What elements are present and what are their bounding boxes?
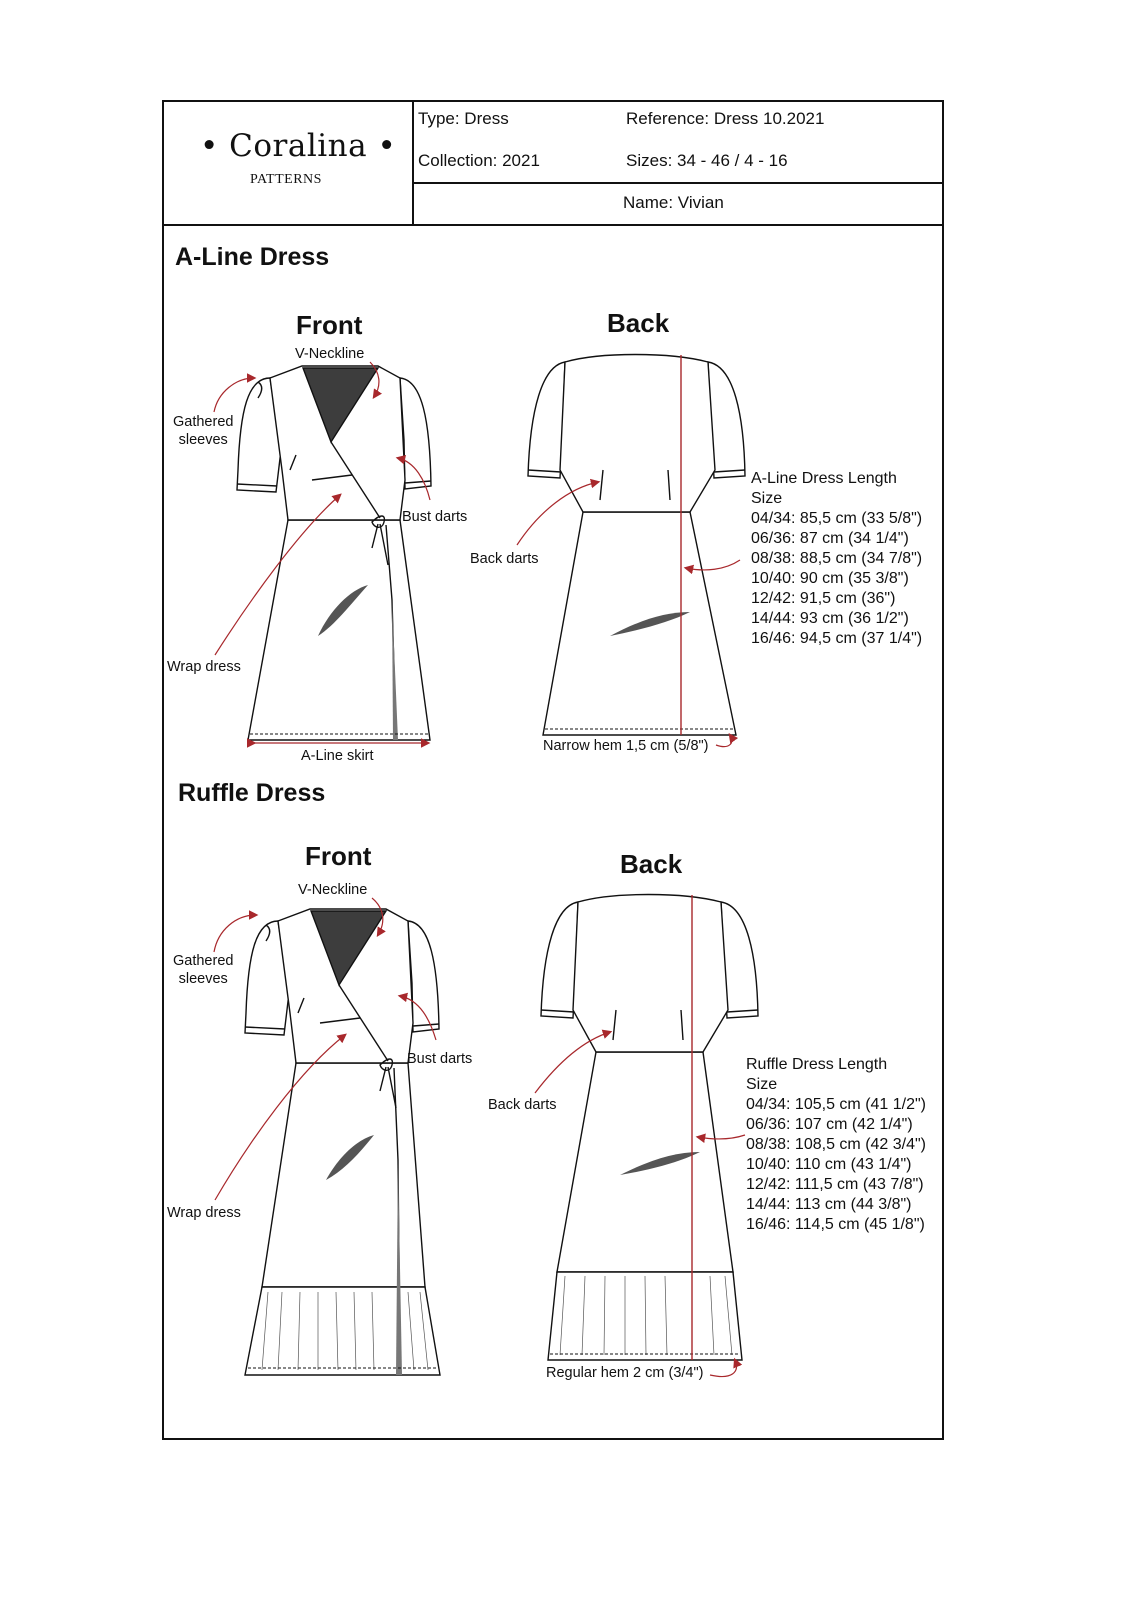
length-row: 06/36: 107 cm (42 1/4") <box>746 1116 913 1133</box>
length-row: 06/36: 87 cm (34 1/4") <box>751 530 909 547</box>
label-wrap-dress: Wrap dress <box>167 659 241 675</box>
ruffle-back-title: Back <box>620 849 683 879</box>
label-hem: Narrow hem 1,5 cm (5/8") <box>543 738 709 754</box>
label-bust-darts: Bust darts <box>407 1051 473 1067</box>
length-row: 12/42: 111,5 cm (43 7/8") <box>746 1176 924 1193</box>
label-wrap-dress: Wrap dress <box>167 1205 241 1221</box>
aline-back-title: Back <box>607 308 670 338</box>
aline-measurements <box>751 469 922 649</box>
label-v-neckline: V-Neckline <box>298 882 368 898</box>
section-title-ruffle: Ruffle Dress <box>178 779 326 807</box>
aline-front-title: Front <box>296 310 363 340</box>
label-back-darts: Back darts <box>470 551 539 567</box>
type-field: Type: Dress <box>418 109 509 128</box>
aline-front-drawing <box>237 366 431 740</box>
ruffle-front-drawing <box>245 909 440 1375</box>
label-hem: Regular hem 2 cm (3/4") <box>546 1365 704 1381</box>
collection-field: Collection: 2021 <box>418 151 540 170</box>
length-row: 04/34: 105,5 cm (41 1/2") <box>746 1096 927 1113</box>
length-row: 08/38: 108,5 cm (42 3/4") <box>746 1136 927 1153</box>
ruffle-front-title: Front <box>305 841 372 871</box>
length-row: 08/38: 88,5 cm (34 7/8") <box>751 550 923 567</box>
sizes-field: Sizes: 34 - 46 / 4 - 16 <box>626 151 788 170</box>
brand-sub: PATTERNS <box>250 172 322 187</box>
name-field: Name: Vivian <box>623 193 724 212</box>
length-row: 10/40: 90 cm (35 3/8") <box>751 570 909 587</box>
length-title: A-Line Dress Length <box>751 470 897 487</box>
label-bust-darts: Bust darts <box>402 509 468 525</box>
label-back-darts: Back darts <box>488 1097 557 1113</box>
brand-logo: • Coralina • <box>200 128 397 164</box>
label-aline-skirt: A-Line skirt <box>301 748 374 764</box>
aline-back-drawing <box>528 355 745 736</box>
length-row: 14/44: 93 cm (36 1/2") <box>751 610 909 627</box>
ruffle-back-drawing <box>541 895 758 1361</box>
label-gathered-sleeves: Gathered sleeves <box>173 414 234 448</box>
label-v-neckline: V-Neckline <box>295 346 365 362</box>
length-row: 10/40: 110 cm (43 1/4") <box>746 1156 912 1173</box>
label-gathered-sleeves: Gathered sleeves <box>173 953 234 987</box>
ruffle-measurements <box>746 1055 926 1235</box>
reference-field: Reference: Dress 10.2021 <box>626 109 825 128</box>
section-title-aline: A-Line Dress <box>175 243 330 271</box>
length-title: Ruffle Dress Length <box>746 1056 888 1073</box>
brand-name: Coralina <box>229 128 368 164</box>
length-row: 16/46: 114,5 cm (45 1/8") <box>746 1216 925 1233</box>
size-label: Size <box>746 1076 778 1093</box>
size-label: Size <box>751 490 783 507</box>
length-row: 12/42: 91,5 cm (36") <box>751 590 896 607</box>
length-row: 04/34: 85,5 cm (33 5/8") <box>751 510 923 527</box>
length-row: 16/46: 94,5 cm (37 1/4") <box>751 630 923 647</box>
length-row: 14/44: 113 cm (44 3/8") <box>746 1196 912 1213</box>
